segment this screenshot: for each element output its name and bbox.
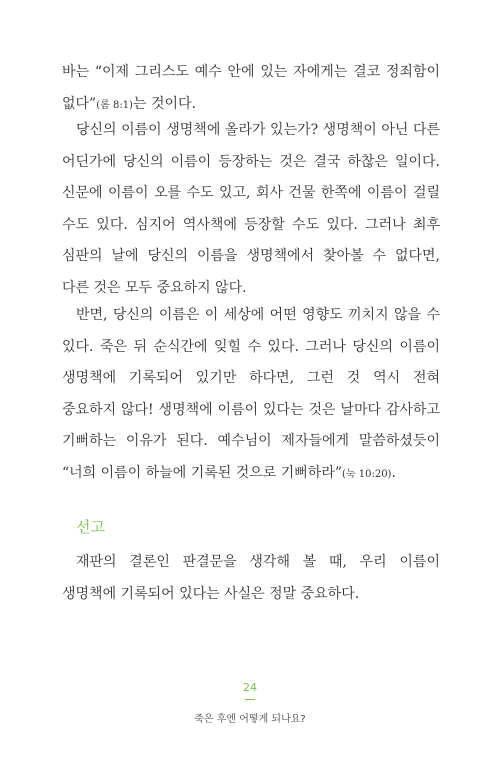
paragraph-verdict <box>62 547 440 610</box>
paragraph-text: 당신의 이름이 생명책에 올라가 있는가? 생명책이 아닌 다른 어딘가에 당신의 이름이 등장하는 것은 결국 하찮은 일이다. 신문에 이름이 오를 수도 있고, 회사 건물 한쪽에 이름이 걸릴 수도 있다. 심지어 역사책에 등장할 수도 있다. 그러나 최후 심판의 날에 당신의 이름을 생명책에서 찾아볼 수 없다면, 다른 것은 모두 중요하지 않다. <box>62 122 440 296</box>
paragraph-continuation <box>62 57 440 121</box>
page-number: 24 <box>243 681 257 694</box>
paragraph-tail: . <box>391 464 396 481</box>
running-footer-title: 죽은 후엔 어떻게 되나요? <box>194 714 306 725</box>
paragraph-book-of-life <box>62 115 440 304</box>
page-number-rule <box>245 699 255 700</box>
scripture-reference: (눅 10:20) <box>342 468 392 480</box>
paragraph-rejoice <box>62 300 440 490</box>
paragraph-text: 반면, 당신의 이름은 이 세상에 어떤 영향도 끼치지 않을 수 있다. 죽은 뒤 순식간에 잊힐 수 있다. 그러나 당신의 이름이 생명책에 기록되어 있기만 하다면, 그런 것 역시 전혀 중요하지 않다! 생명책에 이름이 있다는 것은 날마다 감사하고 기뻐하는 이유가 된다. 예수님이 제자들에게 말씀하셨듯이 “너희 이름이 하늘에 기록된 것으로 기뻐하라” <box>62 307 440 481</box>
paragraph-text: 바는 “이제 그리스도 예수 안에 있는 자에게는 결코 정죄함이 없다” <box>62 64 440 112</box>
scripture-reference: (롬 8:1) <box>96 99 133 111</box>
paragraph-text: 재판의 결론인 판결문을 생각해 볼 때, 우리 이름이 생명책에 기록되어 있다는 사실은 정말 중요하다. <box>62 554 440 602</box>
paragraph-tail: 는 것이다. <box>132 95 196 112</box>
section-heading: 선고 <box>76 518 105 536</box>
